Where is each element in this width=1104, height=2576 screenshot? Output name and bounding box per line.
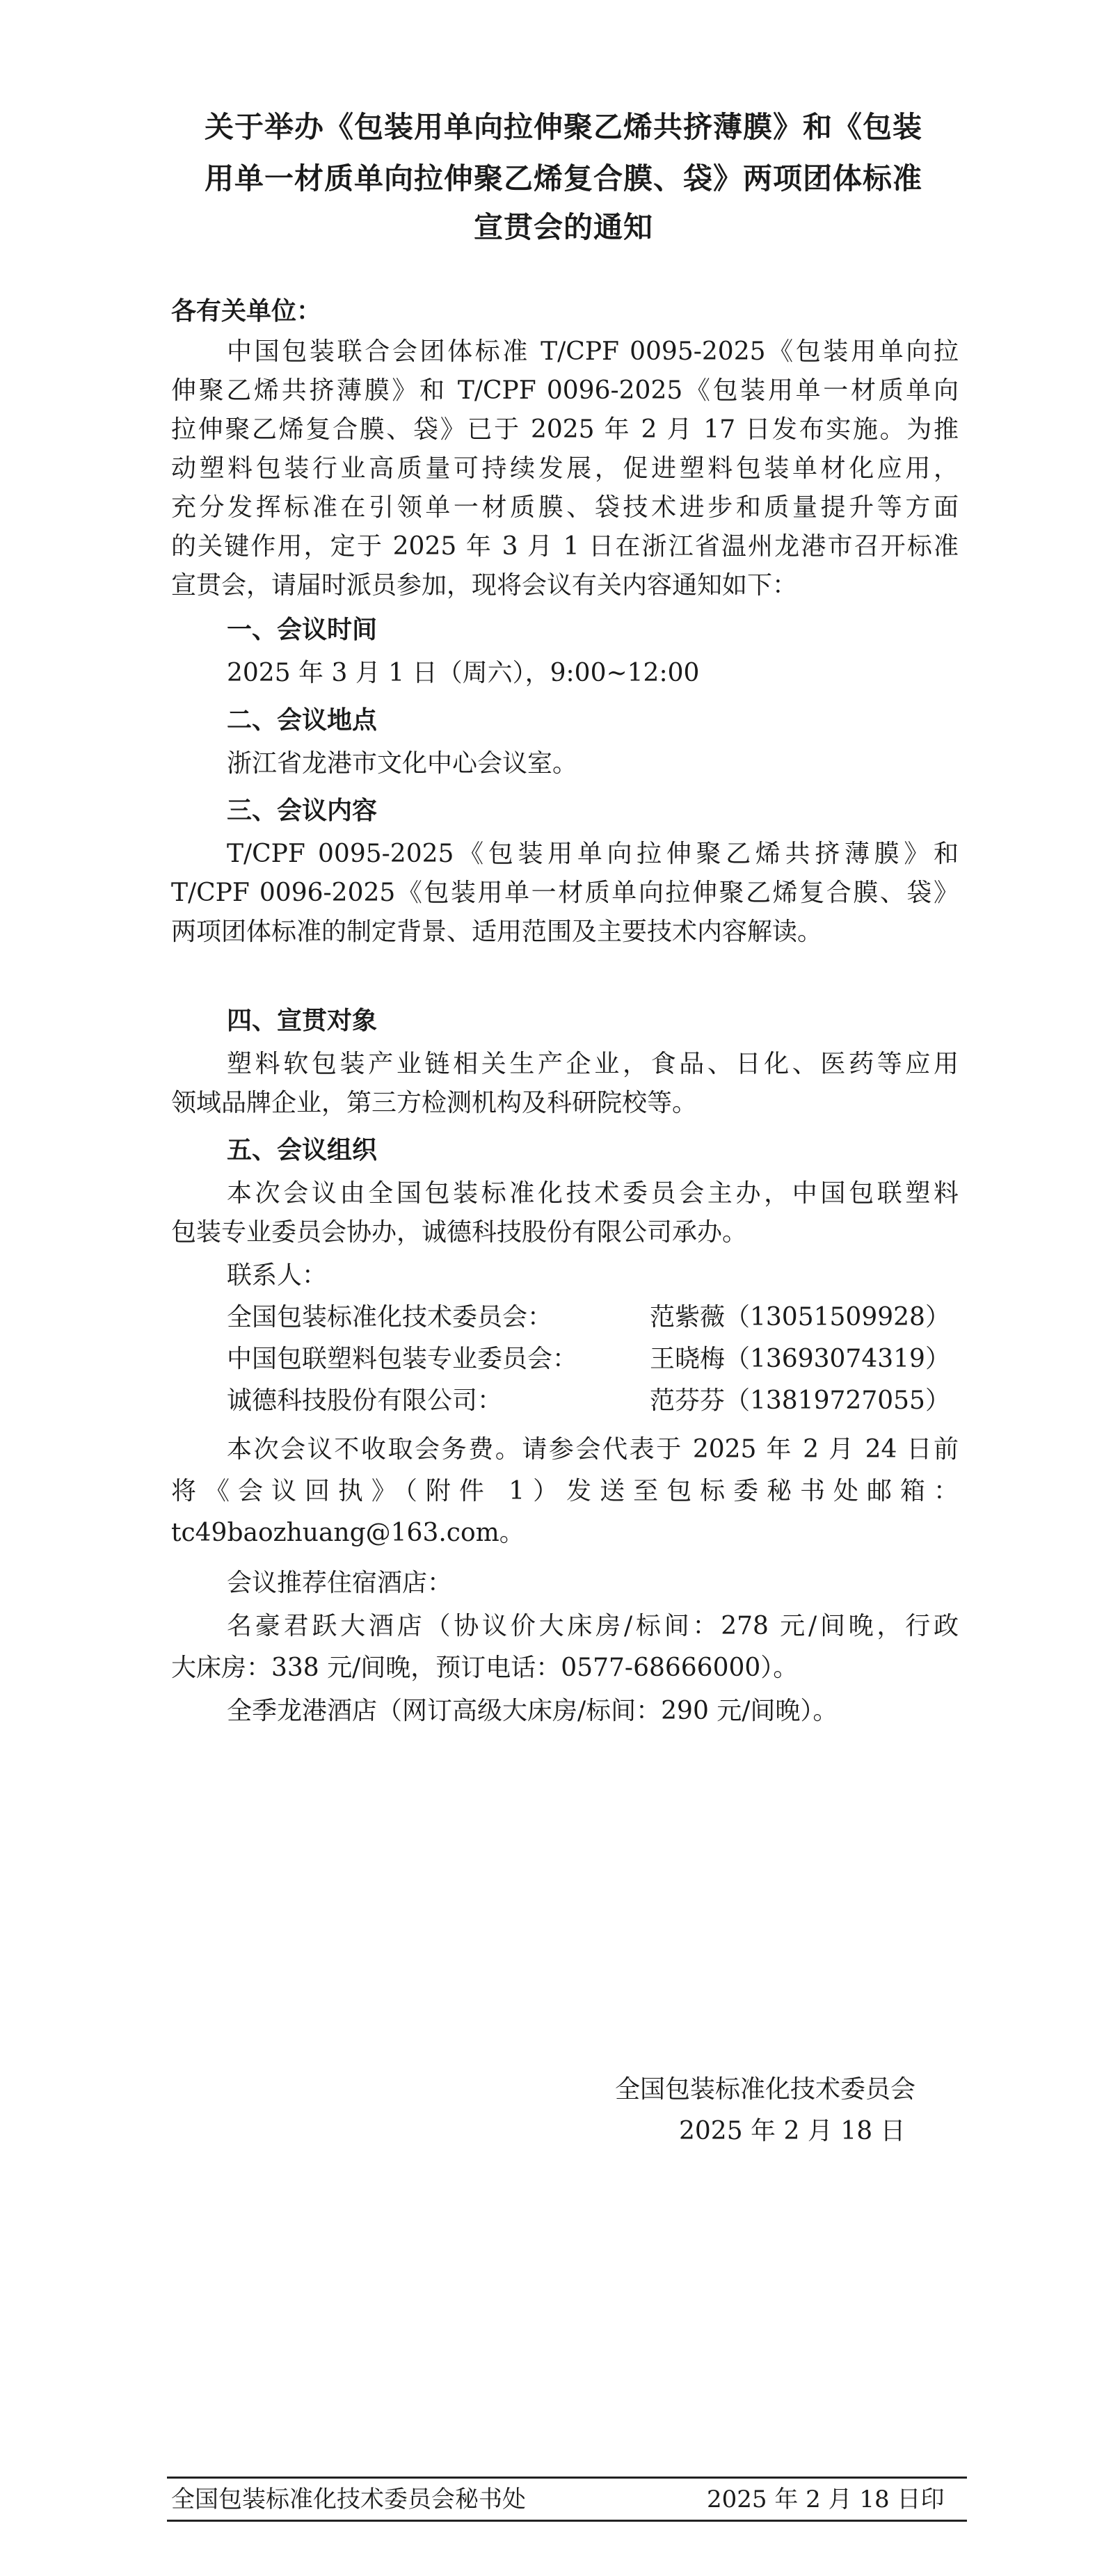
section-heading-time: 一、会议时间 [227, 616, 378, 644]
hotel-line: 大床房：338 元/间晚，预订电话：0577-68666000）。 [171, 1654, 799, 1682]
document-title-line-1: 关于举办《包装用单向拉伸聚乙烯共挤薄膜》和《包装 [204, 110, 922, 144]
intro-line: 宣贯会，请届时派员参加，现将会议有关内容通知如下： [171, 571, 798, 600]
signature-org: 全国包装标准化技术委员会 [615, 2075, 916, 2104]
intro-line: 伸聚乙烯共挤薄膜》和 T/CPF 0096-2025《包装用单一材质单向 [171, 376, 959, 405]
organization-line: 包装专业委员会协办，诚德科技股份有限公司承办。 [171, 1218, 748, 1247]
intro-line: 充分发挥标准在引领单一材质膜、袋技术进步和质量提升等方面 [171, 493, 959, 522]
content-line: 两项团体标准的制定背景、适用范围及主要技术内容解读。 [171, 918, 823, 946]
footer-bottom-rule [167, 2520, 967, 2522]
contact-org: 中国包联塑料包装专业委员会： [227, 1345, 578, 1373]
fee-line: 本次会议不收取会务费。请参会代表于 2025 年 2 月 24 日前 [227, 1435, 959, 1464]
hotel-line: 名豪君跃大酒店（协议价大床房/标间：278 元/间晚，行政 [227, 1612, 959, 1640]
footer-print-date: 2025 年 2 月 18 日印 [707, 2486, 945, 2513]
contacts-label: 联系人： [227, 1261, 328, 1290]
intro-line: 动塑料包装行业高质量可持续发展，促进塑料包装单材化应用， [171, 454, 959, 483]
hotels-label: 会议推荐住宿酒店： [227, 1569, 453, 1597]
intro-line: 的关键作用，定于 2025 年 3 月 1 日在浙江省温州龙港市召开标准 [171, 532, 959, 561]
section-heading-place: 二、会议地点 [227, 706, 378, 735]
hotel-line: 全季龙港酒店（网订高级大床房/标间：290 元/间晚）。 [227, 1697, 838, 1725]
contact-person: 王晓梅（13693074319） [650, 1345, 950, 1373]
content-line: T/CPF 0095-2025《包装用单向拉伸聚乙烯共挤薄膜》和 [227, 840, 959, 868]
audience-line: 领域品牌企业，第三方检测机构及科研院校等。 [171, 1089, 698, 1117]
contact-email[interactable]: tc49baozhuang@163.com。 [171, 1519, 525, 1547]
audience-line: 塑料软包装产业链相关生产企业，食品、日化、医药等应用 [227, 1050, 959, 1078]
salutation: 各有关单位： [171, 297, 322, 326]
meeting-place: 浙江省龙港市文化中心会议室。 [227, 749, 578, 778]
content-line: T/CPF 0096-2025《包装用单一材质单向拉伸聚乙烯复合膜、袋》 [171, 879, 959, 907]
section-heading-audience: 四、宣贯对象 [227, 1007, 378, 1035]
document-title-line-2: 用单一材质单向拉伸聚乙烯复合膜、袋》两项团体标准 [204, 161, 922, 195]
intro-line: 中国包装联合会团体标准 T/CPF 0095-2025《包装用单向拉 [227, 337, 959, 366]
section-heading-organization: 五、会议组织 [227, 1136, 378, 1165]
contact-org: 诚德科技股份有限公司： [227, 1386, 503, 1415]
contact-org: 全国包装标准化技术委员会： [227, 1303, 553, 1331]
meeting-time: 2025 年 3 月 1 日（周六），9:00~12:00 [227, 659, 700, 687]
organization-line: 本次会议由全国包装标准化技术委员会主办，中国包联塑料 [227, 1179, 959, 1208]
section-heading-content: 三、会议内容 [227, 797, 378, 825]
fee-line: 将《会议回执》（附件 1）发送至包标委秘书处邮箱： [171, 1477, 959, 1505]
signature-date: 2025 年 2 月 18 日 [679, 2117, 906, 2145]
intro-line: 拉伸聚乙烯复合膜、袋》已于 2025 年 2 月 17 日发布实施。为推 [171, 415, 959, 444]
footer-top-rule [167, 2477, 967, 2479]
document-title-line-3: 宣贯会的通知 [473, 210, 653, 244]
contact-person: 范紫薇（13051509928） [650, 1303, 950, 1331]
contact-person: 范芬芬（13819727055） [650, 1386, 950, 1415]
footer-issuer: 全国包装标准化技术委员会秘书处 [171, 2486, 526, 2513]
